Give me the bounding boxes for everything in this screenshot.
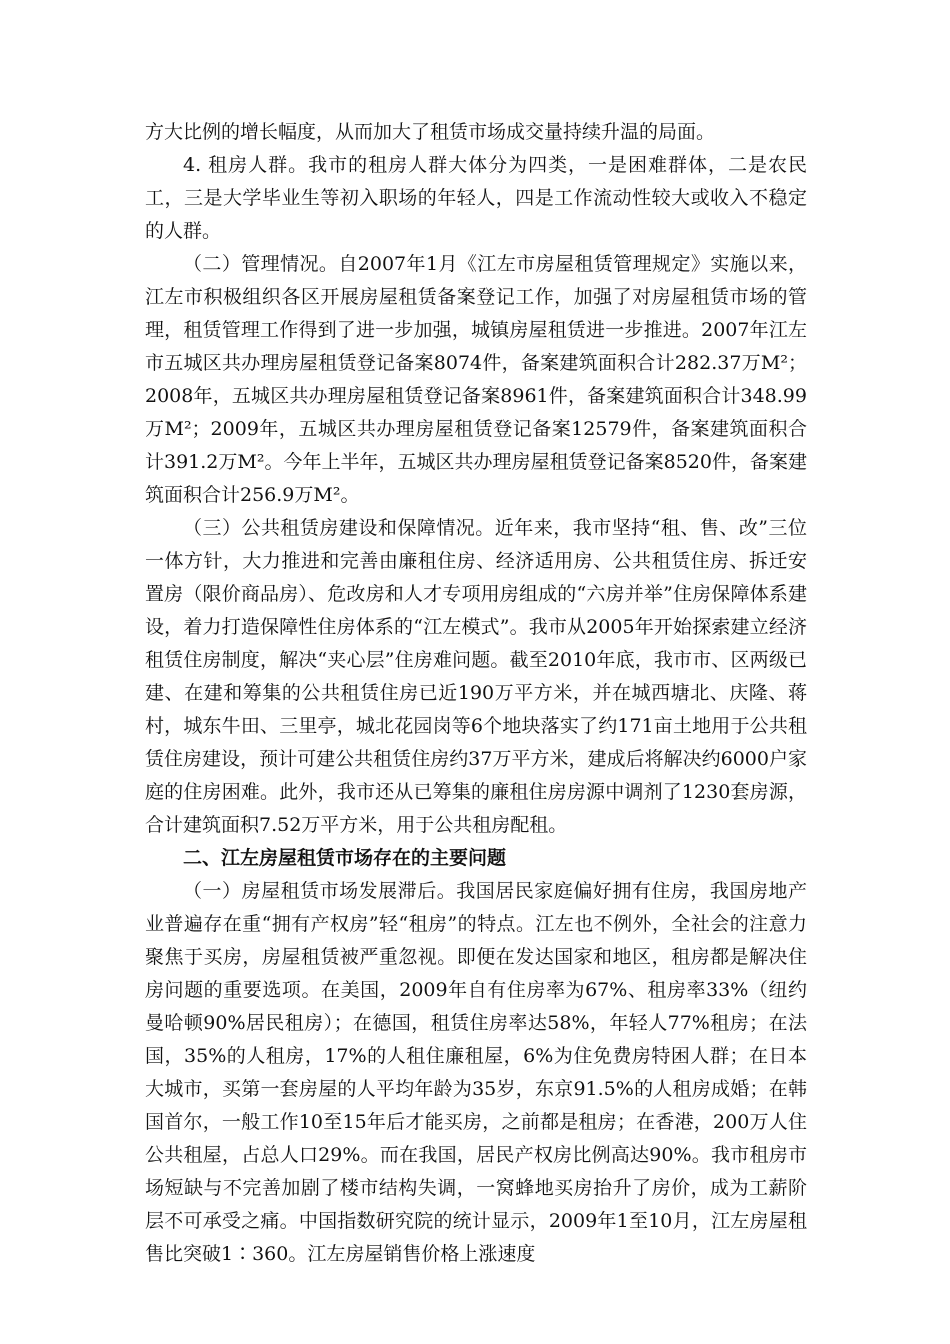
paragraph-market-lagging: （一）房屋租赁市场发展滞后。我国居民家庭偏好拥有住房，我国房地产业普遍存在重“拥有产权房”轻“租房”的特点。江左也不例外，全社会的注意力聚焦于买房，房屋租赁被严重忽视。即便在发达国家和地区，租房都是解决住房问题的重要选项。在美国，2009年自有住房率为67%、租房率33%（纽约曼哈顿90%居民租房）；在德国，租赁住房率达58%，年轻人77%租房；在法国，35%的人租房，17%的人租住廉租屋，6%为住免费房特困人群；在日本大城市，买第一套房屋的人平均年龄为35岁，东京91.5%的人租房成婚；在韩国首尔，一般工作10至15年后才能买房，之前都是租房；在香港，200万人住公共租屋，占总人口29%。而在我国，居民产权房比例高达90%。我市租房市场短缺与不完善加剧了楼市结构失调，一窝蜂地买房抬升了房价，成为工薪阶层不可承受之痛。中国指数研究院的统计显示，2009年1至10月，江左房屋租售比突破1∶360。江左房屋销售价格上涨速度	[145, 880, 807, 1265]
paragraph-management: （二）管理情况。自2007年1月《江左市房屋租赁管理规定》实施以来，江左市积极组织各区开展房屋租赁备案登记工作，加强了对房屋租赁市场的管理，租赁管理工作得到了进一步加强，城镇房屋租赁进一步推进。2007年江左市五城区共办理房屋租赁登记备案8074件，备案建筑面积合计282.37万M²；2008年，五城区共办理房屋租赁登记备案8961件，备案建筑面积合计348.99万M²；2009年，五城区共办理房屋租赁登记备案12579件，备案建筑面积合计391.2万M²。今年上半年，五城区共办理房屋租赁登记备案8520件，备案建筑面积合计256.9万M²。	[145, 253, 807, 506]
document-page	[145, 116, 807, 1271]
paragraph-continuation: 方大比例的增长幅度，从而加大了租赁市场成交量持续升温的局面。	[145, 121, 716, 143]
section-heading: 二、江左房屋租赁市场存在的主要问题	[183, 847, 507, 869]
paragraph-public-rental-housing: （三）公共租赁房建设和保障情况。近年来，我市坚持“租、售、改”三位一体方针，大力推进和完善由廉租住房、经济适用房、公共租赁住房、拆迁安置房（限价商品房）、危改房和人才专项用房组成的“六房并举”住房保障体系建设，着力打造保障性住房体系的“江左模式”。我市从2005年开始探索建立经济租赁住房制度，解决“夹心层”住房难问题。截至2010年底，我市市、区两级已建、在建和筹集的公共租赁住房已近190万平方米，并在城西塘北、庆隆、蒋村，城东牛田、三里亭，城北花园岗等6个地块落实了约171亩土地用于公共租赁住房建设，预计可建公共租赁住房约37万平方米，建成后将解决约6000户家庭的住房困难。此外，我市还从已筹集的廉租住房房源中调剂了1230套房源，合计建筑面积7.52万平方米，用于公共租房配租。	[145, 517, 807, 836]
paragraph-renter-groups: 4. 租房人群。我市的租房人群大体分为四类，一是困难群体，二是农民工，三是大学毕业生等初入职场的年轻人，四是工作流动性较大或收入不稳定的人群。	[145, 154, 807, 242]
